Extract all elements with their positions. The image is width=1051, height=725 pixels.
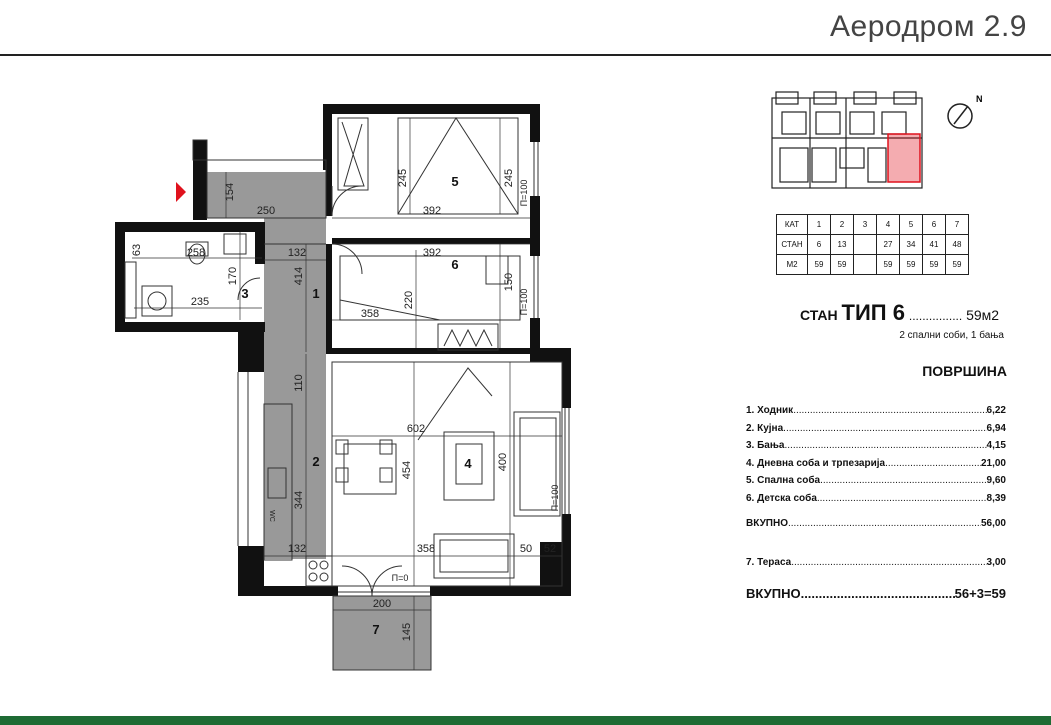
dimension-label: 170 bbox=[227, 266, 239, 286]
dimension-label: 150 bbox=[503, 272, 515, 292]
dimension-label: 220 bbox=[403, 290, 415, 310]
terrace-area bbox=[746, 557, 1006, 568]
area-list bbox=[746, 402, 1006, 507]
terrace-value: 3,00 bbox=[986, 557, 1006, 568]
dimension-label: 392 bbox=[422, 247, 442, 259]
dimension-label: 50 bbox=[519, 543, 533, 555]
apartment-area: 59м2 bbox=[966, 307, 1000, 323]
entrance-arrow bbox=[176, 182, 186, 202]
room-number-7: 7 bbox=[372, 622, 380, 637]
table-row: СТАН 6 13 27 34 41 48 bbox=[777, 235, 969, 255]
room-number-4: 4 bbox=[464, 456, 472, 471]
list-item: 2. Кујна ..... 6,94 bbox=[746, 420, 1006, 438]
grand-total-label: ВКУПНО bbox=[746, 586, 801, 601]
list-item: 3. Бања ..... 4,15 bbox=[746, 437, 1006, 455]
wc-label: WC bbox=[268, 510, 275, 522]
dimension-label: 154 bbox=[224, 182, 236, 202]
dimension-label: 132 bbox=[287, 543, 307, 555]
project-title: Аеродром 2.9 bbox=[830, 10, 1027, 43]
list-item: 6. Детска соба ..... 8,39 bbox=[746, 490, 1006, 508]
apartment-title bbox=[800, 300, 999, 326]
apartment-subtitle: 2 спални соби, 1 бања bbox=[899, 330, 1004, 341]
room-number-1: 1 bbox=[312, 286, 320, 301]
room-number-5: 5 bbox=[451, 174, 459, 189]
terrace-label: 7. Тераса bbox=[746, 557, 792, 568]
dimension-label: 344 bbox=[293, 490, 305, 510]
apartment-label: СТАН bbox=[800, 307, 838, 323]
dimension-label: 454 bbox=[401, 460, 413, 480]
area-total-label: ВКУПНО bbox=[746, 518, 788, 529]
dimension-label: 358 bbox=[416, 543, 436, 555]
dimension-label: 132 bbox=[287, 247, 307, 259]
dimension-label: 200 bbox=[372, 598, 392, 610]
key-plan bbox=[770, 86, 1020, 198]
window-label: П=100 bbox=[519, 179, 529, 207]
north-label: N bbox=[976, 94, 983, 104]
window-label: П=100 bbox=[519, 288, 529, 316]
window-label: П=100 bbox=[550, 484, 560, 512]
dimension-label: 258 bbox=[186, 247, 206, 259]
dimension-label: 400 bbox=[497, 452, 509, 472]
dimension-label: 602 bbox=[406, 423, 426, 435]
list-item: 5. Спална соба ..... 9,60 bbox=[746, 472, 1006, 490]
area-heading: ПОВРШИНА bbox=[922, 363, 1007, 379]
floor-table bbox=[776, 214, 969, 275]
grand-total-value: 56+3=59 bbox=[954, 586, 1006, 601]
list-item: 4. Дневна соба и трпезарија ..... 21,00 bbox=[746, 455, 1006, 473]
dimension-label: 145 bbox=[401, 622, 413, 642]
apartment-highlight bbox=[888, 134, 920, 182]
apartment-type: ТИП 6 bbox=[841, 300, 905, 325]
table-row: КАТ 1 2 3 4 5 6 7 bbox=[777, 215, 969, 235]
dimension-label: 52 bbox=[543, 543, 557, 555]
dimension-label: 358 bbox=[360, 308, 380, 320]
grand-total bbox=[746, 586, 1006, 601]
dimension-label: 245 bbox=[503, 168, 515, 188]
area-total bbox=[746, 518, 1006, 529]
dimension-label: 414 bbox=[293, 266, 305, 286]
room-number-3: 3 bbox=[241, 286, 249, 301]
dimension-label: 63 bbox=[131, 243, 143, 257]
window-label: П=0 bbox=[391, 573, 409, 583]
floor-plan bbox=[0, 56, 690, 716]
table-row: М2 59 59 59 59 59 59 bbox=[777, 255, 969, 275]
list-item: 1. Ходник ..... 6,22 bbox=[746, 402, 1006, 420]
room-number-2: 2 bbox=[312, 454, 320, 469]
dimension-label: 245 bbox=[397, 168, 409, 188]
apartment-dots: ................ bbox=[908, 309, 963, 323]
area-total-value: 56,00 bbox=[980, 518, 1006, 529]
dimension-label: 250 bbox=[256, 205, 276, 217]
room-number-6: 6 bbox=[451, 257, 459, 272]
dimension-label: 110 bbox=[293, 374, 305, 392]
dimension-label: 392 bbox=[422, 205, 442, 217]
dimension-label: 235 bbox=[190, 296, 210, 308]
footer-bar bbox=[0, 716, 1051, 725]
